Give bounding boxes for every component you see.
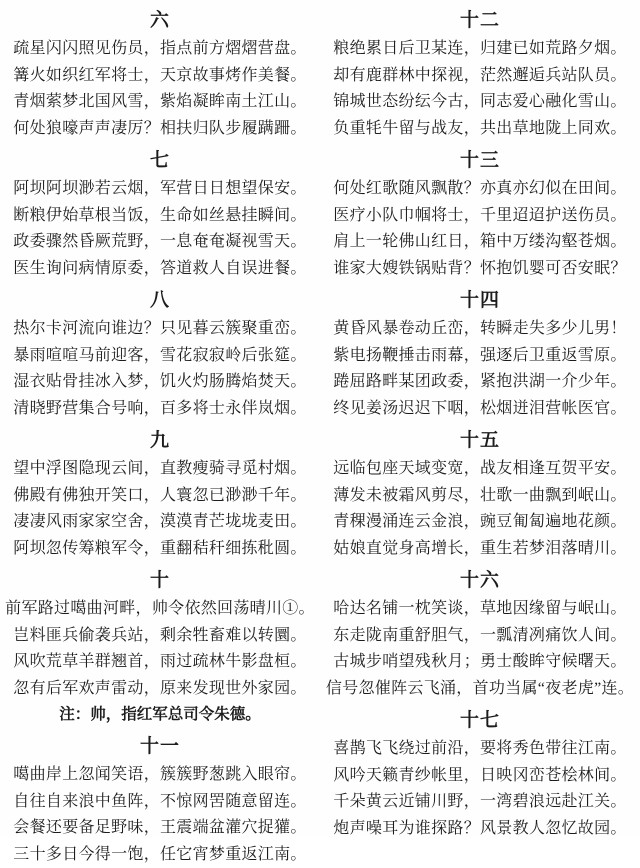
verse-line: 青烟萦梦北国风雪，紫焰凝眸南土江山。 (2, 89, 318, 116)
poem-section (2, 148, 318, 282)
verse-line: 疏星闪闪照见伤员，指点前方熠熠营盘。 (2, 36, 318, 63)
section-number: 六 (2, 8, 318, 34)
section-number: 十六 (322, 568, 638, 594)
poem-section (322, 568, 638, 702)
poem-section (2, 734, 318, 868)
verse-line: 岂料匪兵偷袭兵站，剩余牲畜难以转圜。 (2, 623, 318, 650)
verse-line: 踡屈路畔某团政委，紧抱洪湖一介少年。 (322, 369, 638, 396)
verse-line: 风吹荒草羊群翘首，雨过疏林牛影盘桓。 (2, 649, 318, 676)
verse-line: 薄发未被霜风剪尽，壮歌一曲飘到岷山。 (322, 483, 638, 510)
section-number: 九 (2, 428, 318, 454)
verse-line: 姑娘直觉身高增长，重生若梦泪落晴川。 (322, 536, 638, 563)
verse-line: 信号忽催阵云飞涌，首功当属“夜老虎”连。 (322, 676, 638, 703)
verse-line: 政委骤然昏厥荒野，一息奄奄凝视雪天。 (2, 229, 318, 256)
verse-line: 肩上一轮佛山红日，箱中万缕沟壑苍烟。 (322, 229, 638, 256)
verse-line: 哈达名铺一枕笑谈，草地因缘留与岷山。 (322, 596, 638, 623)
verse-line: 黄昏风暴卷动丘峦，转瞬走失多少儿男！ (322, 316, 638, 343)
poem-section (2, 288, 318, 422)
section-number: 七 (2, 148, 318, 174)
verse-line: 热尔卡河流向谁边？只见暮云簇聚重峦。 (2, 316, 318, 343)
verse-line: 粮绝累日后卫某连，归建已如荒路夕烟。 (322, 36, 638, 63)
verse-line: 阿坝忽传筹粮军令，重翻秸秆细拣秕圆。 (2, 536, 318, 563)
poem-section (322, 428, 638, 562)
verse-line: 暴雨喧喧马前迎客，雪花寂寂岭后张筵。 (2, 343, 318, 370)
verse-line: 望中浮图隐现云间，直教瘦骑寻觅村烟。 (2, 456, 318, 483)
section-number: 十四 (322, 288, 638, 314)
verse-line: 忽有后军欢声雷动，原来发现世外家园。 (2, 676, 318, 703)
verse-line: 负重牦牛留与战友，共出草地陇上同欢。 (322, 116, 638, 143)
poem-section (2, 8, 318, 142)
verse-line: 何处红歌随风飘散？亦真亦幻似在田间。 (322, 176, 638, 203)
verse-line: 却有鹿群林中探视，茫然邂逅兵站队员。 (322, 63, 638, 90)
poem-section (322, 288, 638, 422)
verse-line: 清晓野营集合号响，百多将士永伴岚烟。 (2, 396, 318, 423)
verse-line: 三十多日今得一饱，任它宵梦重返江南。 (2, 842, 318, 868)
verse-line: 噶曲岸上忽闻笑语，簇簇野葱跳入眼帘。 (2, 762, 318, 789)
verse-line: 终见姜汤迟迟下咽，松烟迸泪营帐医官。 (322, 396, 638, 423)
verse-line: 谁家大嫂铁锅贴背？怀抱饥婴可否安眠？ (322, 256, 638, 283)
verse-line: 锦城世态纷纭今古，同志爱心融化雪山。 (322, 89, 638, 116)
verse-line: 篝火如织红军将士，天京故事烤作美餐。 (2, 63, 318, 90)
verse-line: 风吟天籁青纱帐里，日映冈峦苍桧林间。 (322, 763, 638, 790)
poem-section (2, 428, 318, 562)
verse-line: 医疗小队巾帼将士，千里迢迢护送伤员。 (322, 203, 638, 230)
verse-line: 青稞漫涌连云金浪，豌豆匍匐遍地花颜。 (322, 509, 638, 536)
verse-line: 阿坝阿坝渺若云烟，军营日日想望保安。 (2, 176, 318, 203)
poem-section (2, 568, 318, 728)
verse-line: 佛殿有佛独开笑口，人寰忽已渺渺千年。 (2, 483, 318, 510)
section-number: 十二 (322, 8, 638, 34)
section-number: 十七 (322, 708, 638, 734)
verse-line: 湿衣贴骨挂冰入梦，饥火灼肠腾焰焚天。 (2, 369, 318, 396)
poem-section (322, 8, 638, 142)
section-number: 十三 (322, 148, 638, 174)
verse-line: 会餐还要备足野味，王震端盆灌穴捉獾。 (2, 815, 318, 842)
verse-line: 古城步哨望残秋月；勇士酸眸守候曙天。 (322, 649, 638, 676)
poem-column-left (0, 2, 320, 837)
section-number: 十五 (322, 428, 638, 454)
poem-section (322, 708, 638, 842)
verse-line: 断粮伊始草根当饭，生命如丝悬挂瞬间。 (2, 203, 318, 230)
section-number: 十 (2, 568, 318, 594)
verse-line: 东走陇南重舒胆气，一瓢清冽痛饮人间。 (322, 623, 638, 650)
verse-line: 凄凄风雨家家空舍，漠漠青芒垅垅麦田。 (2, 509, 318, 536)
verse-line: 千朵黄云近铺川野，一湾碧浪远赴江关。 (322, 789, 638, 816)
verse-line: 医生询问病情原委，答道救人自误进餐。 (2, 256, 318, 283)
poem-section (322, 148, 638, 282)
verse-line: 喜鹊飞飞绕过前沿，要将秀色带往江南。 (322, 736, 638, 763)
section-number: 十一 (2, 734, 318, 760)
verse-line: 炮声噪耳为谁探路？风景教人忽忆故园。 (322, 816, 638, 843)
section-number: 八 (2, 288, 318, 314)
poem-column-right (320, 2, 640, 837)
verse-line: 紫电扬鞭捶击雨幕，强逐后卫重返雪原。 (322, 343, 638, 370)
verse-line: 何处狼嚎声声凄厉？相扶归队步履蹒跚。 (2, 116, 318, 143)
verse-line: 前军路过噶曲河畔，帅令依然回荡晴川①。 (2, 596, 318, 623)
verse-line: 自往自来浪中鱼阵，不惊网罟随意留连。 (2, 789, 318, 816)
verse-line: 远临包座天域变宽，战友相逢互贺平安。 (322, 456, 638, 483)
footnote: 注：帅，指红军总司令朱德。 (2, 702, 318, 728)
